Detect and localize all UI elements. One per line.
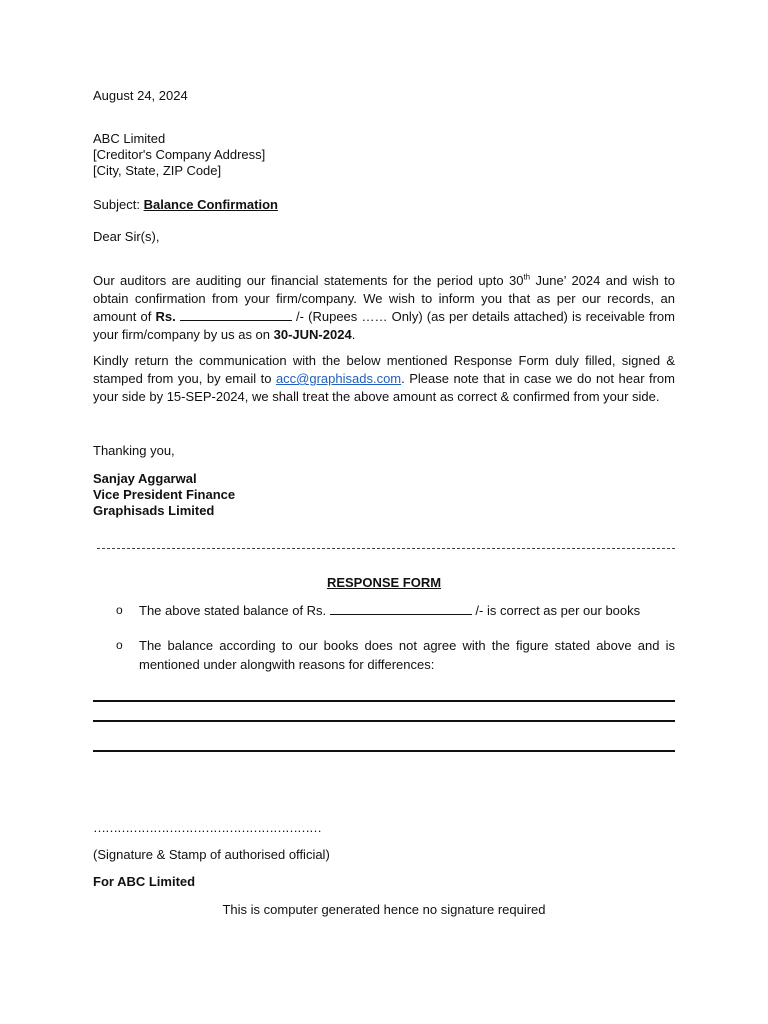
para1-date: 30-JUN-2024 bbox=[273, 327, 352, 342]
recipient-address-line2: [City, State, ZIP Code] bbox=[93, 163, 222, 178]
para1-text-4: . bbox=[351, 327, 356, 342]
paragraph-request bbox=[93, 352, 675, 406]
option2-text: The balance according to our books does not agree with the figure stated above and is mentioned under alongwith reasons for differences: bbox=[139, 638, 675, 672]
signatory-block bbox=[93, 471, 675, 519]
reason-line-1 bbox=[93, 700, 675, 702]
reason-line-2 bbox=[93, 720, 675, 722]
recipient-block bbox=[93, 131, 675, 179]
para1-rs-label: Rs. bbox=[155, 309, 176, 324]
signatory-name: Sanjay Aggarwal bbox=[93, 471, 197, 486]
letter-body bbox=[93, 0, 675, 1024]
closing: Thanking you, bbox=[93, 443, 175, 458]
footer-note: This is computer generated hence no signature required bbox=[222, 902, 546, 917]
option1-text bbox=[139, 601, 675, 620]
salutation: Dear Sir(s), bbox=[93, 229, 160, 244]
for-company: For ABC Limited bbox=[93, 874, 196, 889]
para2-text-1: Kindly return the communication with the below mentioned Response Form duly filled, signed & stamped from you, by email to bbox=[93, 353, 675, 386]
option-balance-differs bbox=[116, 636, 675, 676]
signatory-company: Graphisads Limited bbox=[93, 503, 215, 518]
paragraph-auditors bbox=[93, 272, 675, 344]
para1-text-1: Our auditors are auditing our financial statements for the period upto 30 bbox=[93, 273, 524, 288]
bullet-circle-icon: o bbox=[116, 603, 123, 617]
bullet-circle-icon: o bbox=[116, 638, 123, 652]
subject-line bbox=[93, 197, 675, 213]
subject-text: Balance Confirmation bbox=[143, 197, 278, 212]
option-balance-correct bbox=[116, 601, 675, 621]
para1-text-3: /- (Rupees …… Only) (as per details attached) is receivable from your firm/company by us as on bbox=[93, 309, 675, 342]
letter-date: August 24, 2024 bbox=[93, 88, 188, 103]
option1-amount-blank bbox=[330, 602, 472, 615]
signatory-title: Vice President Finance bbox=[93, 487, 236, 502]
response-form-heading: RESPONSE FORM bbox=[326, 575, 442, 590]
reason-line-3 bbox=[93, 750, 675, 752]
para1-text-2: June’ 2024 and wish to obtain confirmation from your firm/company. We wish to inform you that as per our records, an amount of bbox=[93, 273, 675, 324]
amount-blank bbox=[180, 308, 292, 321]
para2-text-2: . Please note that in case we do not hear from your side by 15-SEP-2024, we shall treat the above amount as correct & confirmed from your side. bbox=[93, 371, 675, 404]
cut-line-divider bbox=[97, 548, 675, 549]
option1-text-2: /- is correct as per our books bbox=[471, 603, 641, 618]
option1-text-1: The above stated balance of Rs. bbox=[139, 603, 330, 618]
recipient-name: ABC Limited bbox=[93, 131, 166, 146]
email-link[interactable]: acc@graphisads.com bbox=[275, 371, 402, 386]
recipient-address-line1: [Creditor's Company Address] bbox=[93, 147, 266, 162]
subject-label: Subject: bbox=[93, 197, 144, 212]
signature-caption: (Signature & Stamp of authorised official) bbox=[93, 847, 330, 862]
para1-superscript: th bbox=[523, 272, 531, 282]
signature-dotted-line: ………………………………………………… bbox=[93, 820, 321, 835]
